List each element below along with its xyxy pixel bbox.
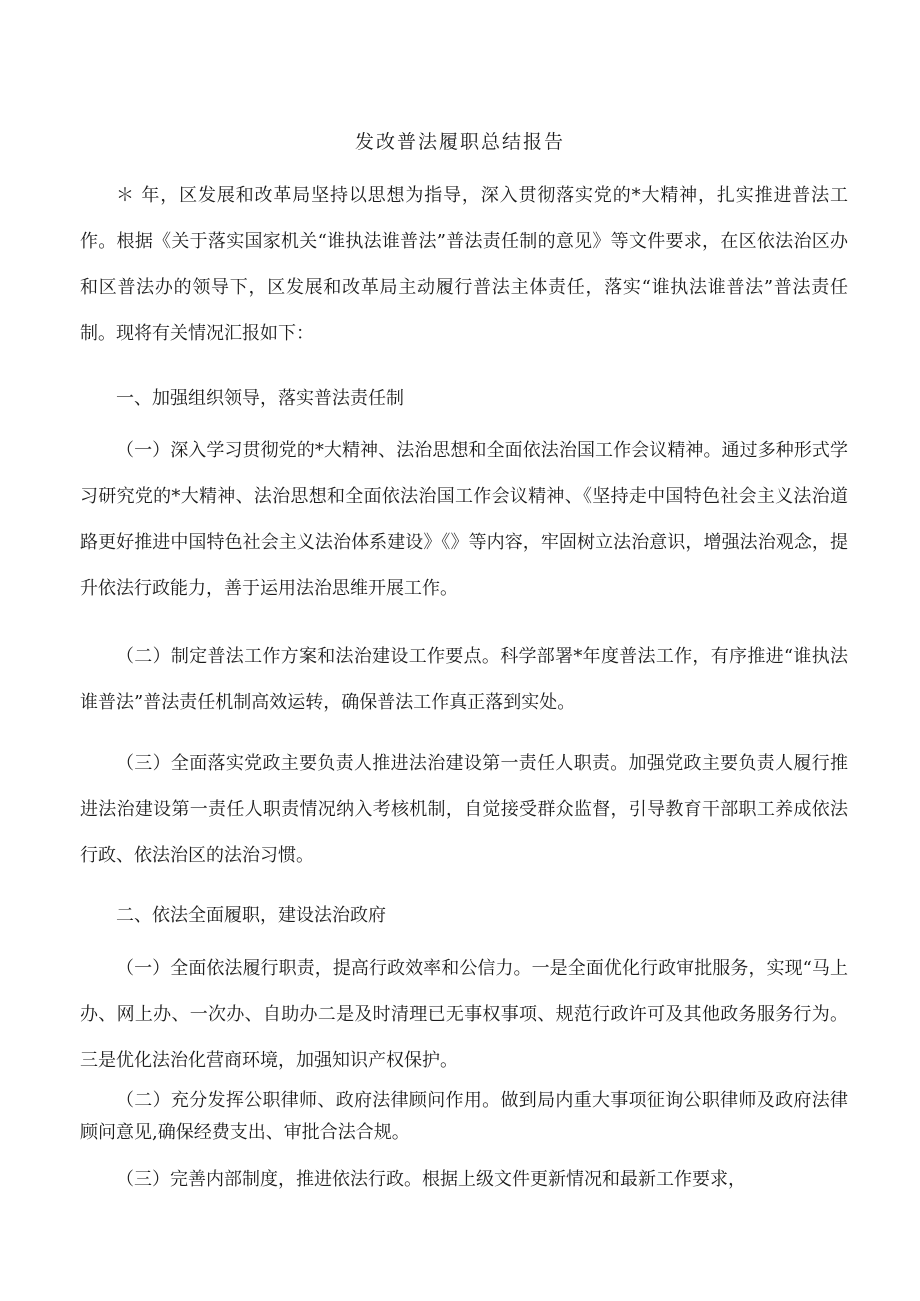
section-1-heading: 一、加强组织领导，落实普法责任制 — [116, 388, 404, 409]
section-2-item-1: （一）全面依法履行职责，提高行政效率和公信力。一是全面优化行政审批服务，实现“马上办、网上办、一次办、自助办二是及时清理已无事权事项、规范行政许可及其他政务服务行为。三是优化法治化营商环境，加强知识产权保护。 — [80, 958, 848, 1071]
section-2-heading: 二、依法全面履职，建设法治政府 — [116, 905, 386, 926]
document-title: 发改普法履职总结报告 — [354, 131, 565, 153]
section-1-item-3: （三）全面落实党政主要负责人推进法治建设第一责任人职责。加强党政主要负责人履行推进法治建设第一责任人职责情况纳入考核机制，自觉接受群众监督，引导教育干部职工养成依法行政、依法治区的法治习惯。 — [80, 753, 848, 866]
section-2-item-3: （三）完善内部制度，推进依法行政。根据上级文件更新情况和最新工作要求， — [116, 1169, 746, 1190]
section-2-item-2: （二）充分发挥公职律师、政府法律顾问作用。做到局内重大事项征询公职律师及政府法律顾问意见,确保经费支出、审批合法合规。 — [80, 1090, 848, 1143]
section-1-item-2: （二）制定普法工作方案和法治建设工作要点。科学部署*年度普法工作，有序推进“谁执法谁普法”普法责任机制高效运转，确保普法工作真正落到实处。 — [80, 646, 848, 713]
section-1-item-1: （一）深入学习贯彻党的*大精神、法治思想和全面依法治国工作会议精神。通过多种形式学习研究党的*大精神、法治思想和全面依法治国工作会议精神、《坚持走中国特色社会主义法治道路更好推进中国特色社会主义法治体系建设》《》等内容，牢固树立法治意识，增强法治观念，提升依法行政能力，善于运用法治思维开展工作。 — [80, 440, 848, 599]
intro-paragraph: ＊ 年，区发展和改革局坚持以思想为指导，深入贯彻落实党的*大精神，扎实推进普法工作。根据《关于落实国家机关“谁执法谁普法”普法责任制的意见》等文件要求，在区依法治区办和区普法办的领导下，区发展和改革局主动履行普法主体责任，落实“谁执法谁普法”普法责任制。现将有关情况汇报如下： — [80, 185, 848, 344]
